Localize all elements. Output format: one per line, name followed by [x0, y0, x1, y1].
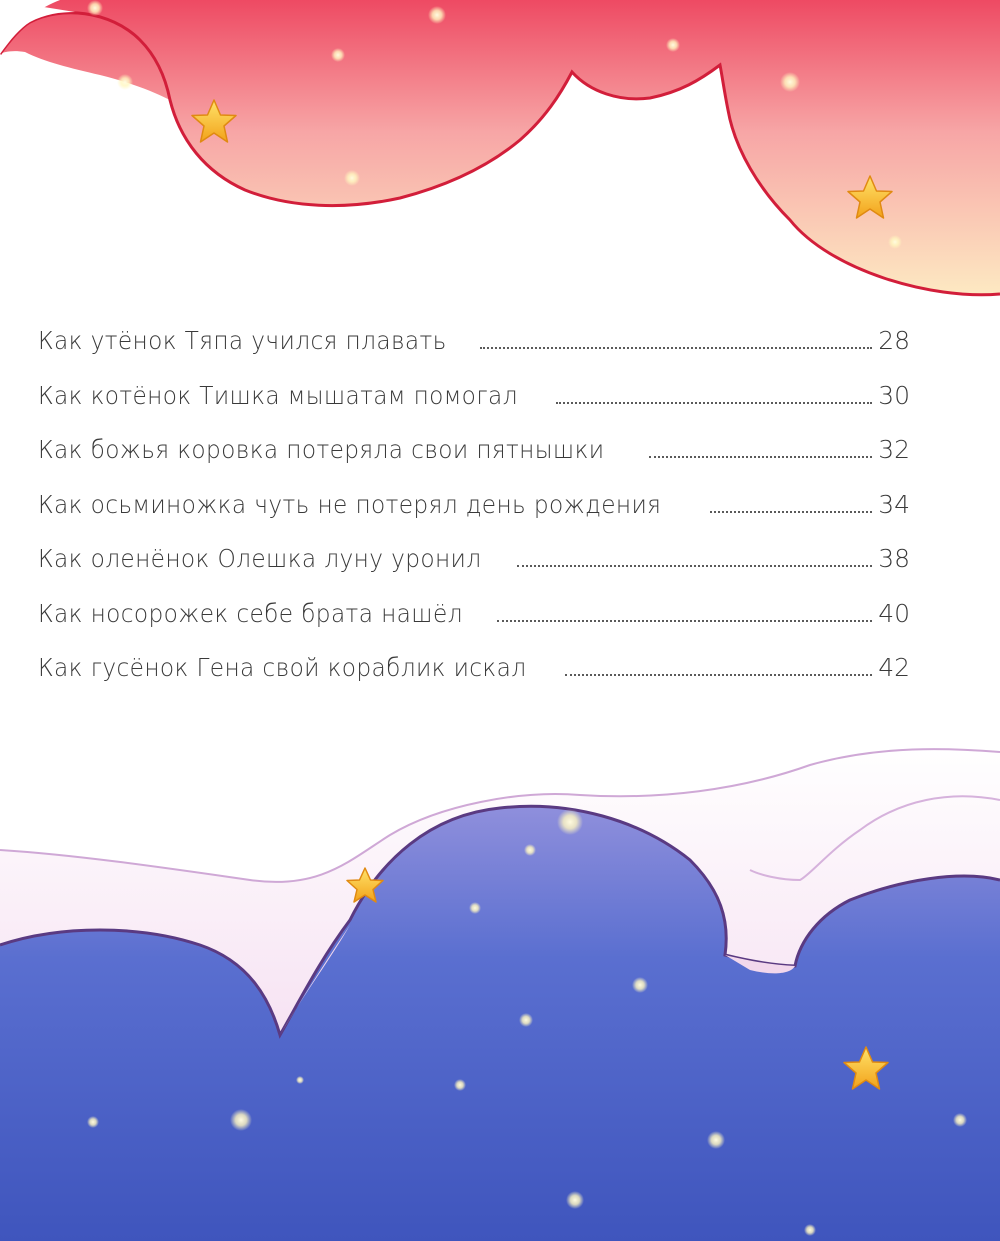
top-cloud	[0, 0, 1000, 295]
toc-entry-page: 34	[878, 489, 910, 519]
toc-entry-title: Как носорожек себе брата нашёл	[38, 598, 463, 628]
toc-dot-leader	[565, 674, 872, 676]
toc-entry[interactable]	[38, 326, 910, 381]
toc-entry[interactable]	[38, 599, 910, 654]
table-of-contents	[38, 326, 910, 708]
toc-entry-title: Как оленёнок Олешка луну уронил	[38, 544, 482, 573]
toc-entry[interactable]	[38, 381, 910, 436]
toc-dot-leader	[497, 620, 872, 622]
toc-entry-title: Как гусёнок Гена свой кораблик искал	[38, 653, 527, 682]
toc-dot-leader	[556, 402, 872, 404]
toc-entry-title: Как божья коровка потеряла свои пятнышки	[38, 435, 605, 464]
bottom-cloud	[0, 749, 1000, 1241]
toc-dot-leader	[710, 511, 872, 513]
toc-entry-page: 42	[878, 653, 910, 682]
toc-entry-page: 32	[878, 435, 910, 464]
toc-entry[interactable]	[38, 435, 910, 490]
toc-entry[interactable]	[38, 490, 910, 545]
toc-dot-leader	[649, 456, 872, 458]
toc-entry-page: 38	[878, 544, 910, 573]
toc-entry[interactable]	[38, 653, 910, 708]
toc-entry-page: 30	[878, 380, 910, 410]
toc-dot-leader	[480, 347, 872, 349]
toc-entry-page: 40	[878, 598, 910, 628]
toc-entry-title: Как осьминожка чуть не потерял день рождения	[38, 489, 662, 519]
toc-dot-leader	[517, 565, 872, 567]
toc-entry-title: Как утёнок Тяпа учился плавать	[38, 326, 447, 355]
toc-entry-title: Как котёнок Тишка мышатам помогал	[38, 380, 518, 410]
toc-entry[interactable]	[38, 544, 910, 599]
toc-entry-page: 28	[878, 326, 910, 355]
